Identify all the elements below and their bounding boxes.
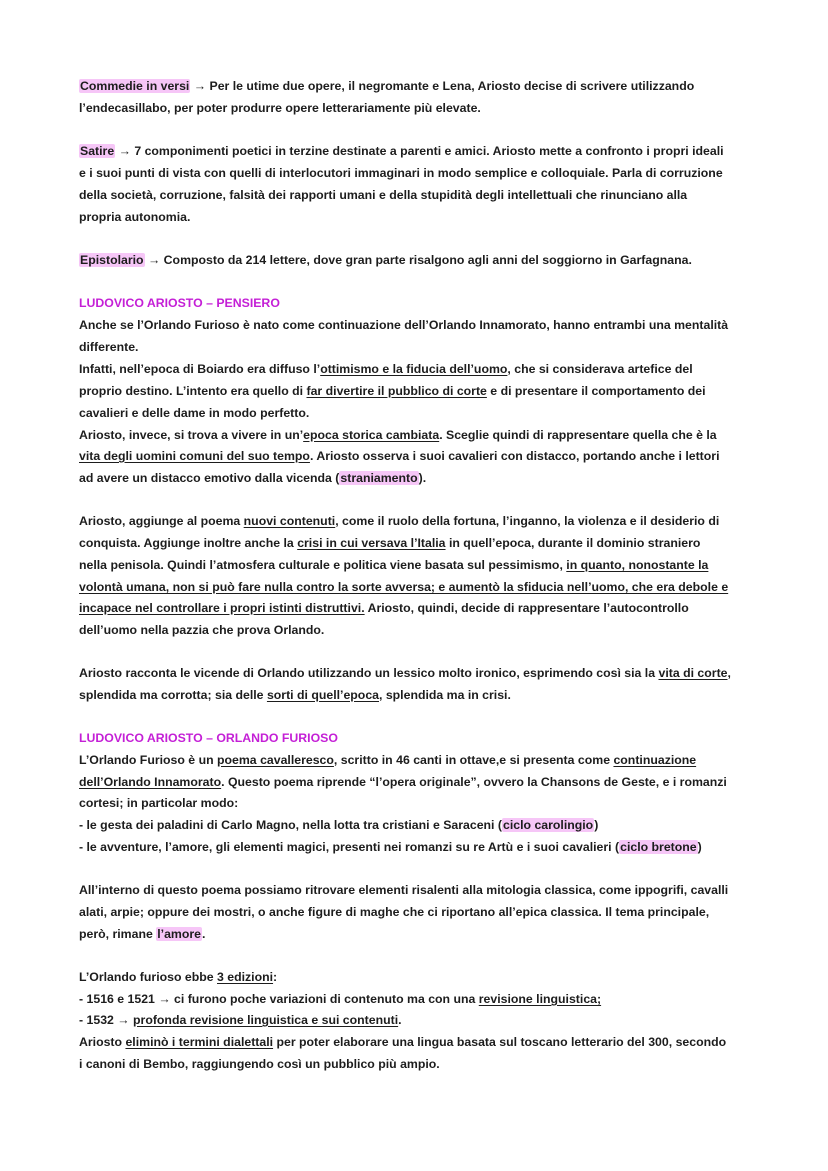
pensiero-line-6: Ariosto, invece, si trova a vivere in un’epoca storica cambiata. Sceglie quindi di rappresentare quella che è la bbox=[79, 428, 717, 442]
furioso-line-3: cortesi; in particolar modo: bbox=[79, 796, 239, 810]
contenuti-line-1: Ariosto, aggiunge al poema nuovi contenuti, come il ruolo della fortuna, l’inganno, la violenza e il desiderio di bbox=[79, 514, 720, 528]
pensiero-line-1: Anche se l’Orlando Furioso è nato come continuazione dell’Orlando Innamorato, hanno entrambi una mentalità bbox=[79, 318, 729, 332]
satire-line-4: propria autonomia. bbox=[79, 210, 191, 224]
furioso-heading: LUDOVICO ARIOSTO – ORLANDO FURIOSO bbox=[79, 731, 338, 745]
pensiero-line-4: proprio destino. L’intento era quello di far divertire il pubblico di corte e di presentare il comportamento dei bbox=[79, 384, 706, 398]
satire-term: Satire bbox=[80, 144, 115, 158]
satire-line-1: Satire → 7 componimenti poetici in terzine destinate a parenti e amici. Ariosto mette a confronto i propri ideali bbox=[80, 144, 724, 158]
mitologia-line-1: All’interno di questo poema possiamo ritrovare elementi risalenti alla mitologia classica, come ippogrifi, cavalli bbox=[79, 883, 729, 897]
edizioni-line-2: - 1516 e 1521 → ci furono poche variazioni di contenuto ma con una revisione linguistica; bbox=[79, 992, 602, 1006]
pensiero-line-7: vita degli uomini comuni del suo tempo. Ariosto osserva i suoi cavalieri con distacco, portando anche i lettori bbox=[79, 449, 720, 463]
furioso-line-2: dell’Orlando Innamorato. Questo poema riprende “l’opera originale”, ovvero la Chansons de Geste, e i romanzi bbox=[79, 775, 727, 789]
ciclo-bretone-highlight: ciclo bretone bbox=[620, 840, 697, 854]
furioso-line-1: L’Orlando Furioso è un poema cavalleresco, scritto in 46 canti in ottave,e si presenta come continuazione bbox=[79, 753, 697, 767]
edizioni-line-4: Ariosto eliminò i termini dialettali per poter elaborare una lingua basata sul toscano letterario del 300, secondo bbox=[79, 1035, 727, 1049]
pensiero-line-5: cavalieri e delle dame in modo perfetto. bbox=[79, 406, 310, 420]
contenuti-line-2: conquista. Aggiunge inoltre anche la crisi in cui versava l’Italia in quell’epoca, durante il dominio straniero bbox=[79, 536, 701, 550]
commedie-term: Commedie in versi bbox=[80, 79, 190, 93]
furioso-line-4: - le gesta dei paladini di Carlo Magno, nella lotta tra cristiani e Saraceni (ciclo carolingio) bbox=[79, 818, 599, 832]
lessico-line-2: splendida ma corrotta; sia delle sorti di quell’epoca, splendida ma in crisi. bbox=[79, 688, 511, 702]
epistolario-term: Epistolario bbox=[80, 253, 144, 267]
commedie-line-2: l’endecasillabo, per poter produrre opere letterariamente più elevate. bbox=[79, 101, 481, 115]
mitologia-line-2: alati, arpie; oppure dei mostri, o anche figure di maghe che ci riportano all’epica classica. Il tema principale, bbox=[79, 905, 710, 919]
contenuti-line-5: incapace nel controllare i propri istinti distruttivi. Ariosto, quindi, decide di rappresentare l’autocontrollo bbox=[79, 601, 689, 615]
commedie-line-1: Commedie in versi → Per le utime due opere, il negromante e Lena, Ariosto decise di scrivere utilizzando bbox=[80, 79, 695, 93]
contenuti-line-3: nella penisola. Quindi l’atmosfera culturale e politica viene basata sul pessimismo, in quanto, nonostante la bbox=[79, 558, 709, 572]
furioso-line-5: - le avventure, l’amore, gli elementi magici, presenti nei romanzi su re Artù e i suoi cavalieri (ciclo bretone) bbox=[79, 840, 702, 854]
epistolario-line-1: Epistolario → Composto da 214 lettere, dove gran parte risalgono agli anni del soggiorno in Garfagnana. bbox=[80, 253, 692, 267]
straniamento-highlight: straniamento bbox=[340, 471, 418, 485]
satire-line-3: della società, corruzione, falsità dei rapporti umani e della stupidità degli intellettuali che rinunciano alla bbox=[79, 188, 688, 202]
edizioni-line-3: - 1532 → profonda revisione linguistica e sui contenuti. bbox=[79, 1013, 402, 1027]
contenuti-line-6: dell’uomo nella pazzia che prova Orlando. bbox=[79, 623, 325, 637]
contenuti-line-4: volontà umana, non si può fare nulla contro la sorte avversa; e aumentò la sfiducia nell’uomo, che era debole e bbox=[79, 580, 729, 594]
satire-line-2: e i suoi punti di vista con quelli di interlocutori immaginari in modo semplice e colloquiale. Parla di corruzione bbox=[79, 166, 723, 180]
edizioni-line-5: i canoni di Bembo, raggiungendo così un pubblico più ampio. bbox=[79, 1057, 440, 1071]
edizioni-line-1: L’Orlando furioso ebbe 3 edizioni: bbox=[79, 970, 278, 984]
lessico-line-1: Ariosto racconta le vicende di Orlando utilizzando un lessico molto ironico, esprimendo così sia la vita di corte, bbox=[79, 666, 731, 680]
pensiero-line-8: ad avere un distacco emotivo dalla vicenda (straniamento). bbox=[79, 471, 427, 485]
amore-highlight: l’amore bbox=[157, 927, 201, 941]
mitologia-line-3: però, rimane l’amore. bbox=[79, 927, 206, 941]
ciclo-carolingio-highlight: ciclo carolingio bbox=[503, 818, 594, 832]
pensiero-heading: LUDOVICO ARIOSTO – PENSIERO bbox=[79, 296, 280, 310]
pensiero-line-2: differente. bbox=[79, 340, 139, 354]
pensiero-line-3: Infatti, nell’epoca di Boiardo era diffuso l’ottimismo e la fiducia dell’uomo, che si considerava artefice del bbox=[79, 362, 693, 376]
